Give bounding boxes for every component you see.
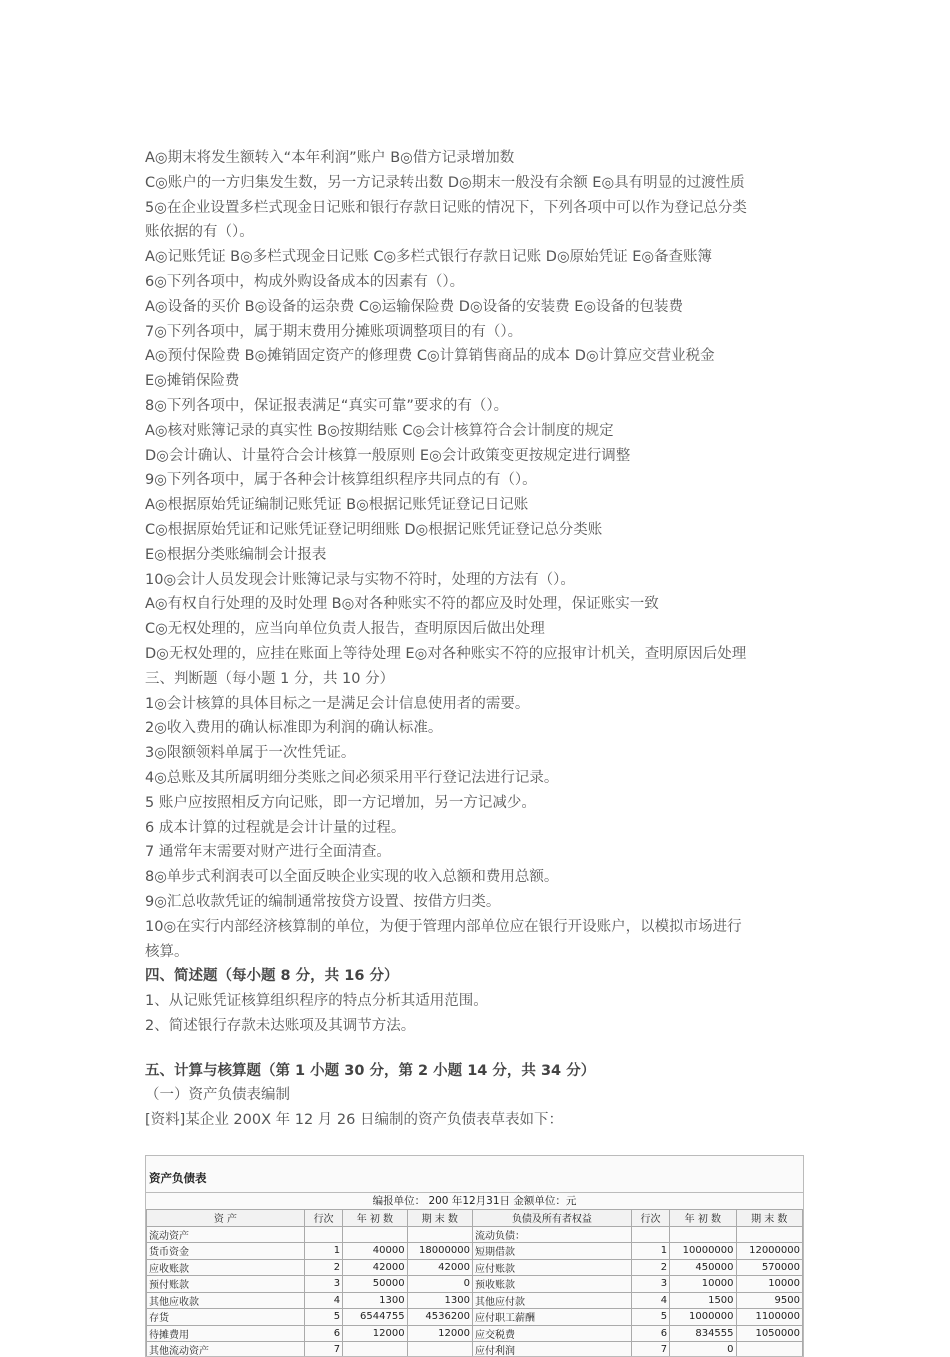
text-line: 8◎下列各项中，保证报表满足“真实可靠”要求的有（）。 [145,394,810,419]
table-cell: 6544755 [343,1309,407,1326]
table-cell: 预收账款 [472,1276,631,1293]
table-cell: 1100000 [736,1309,802,1326]
table-cell: 其他流动资产 [147,1342,305,1357]
section-4-question-1: 1、从记账凭证核算组织程序的特点分析其适用范围。 [145,989,810,1014]
table-cell [631,1226,669,1243]
text-line: A◎核对账簿记录的真实性 B◎按期结账 C◎会计核算符合会计制度的规定 [145,419,810,444]
table-cell: 834555 [670,1325,736,1342]
table-cell: 12000 [407,1325,472,1342]
table-cell: 1300 [407,1292,472,1309]
text-line: 10◎会计人员发现会计账簿记录与实物不符时，处理的方法有（）。 [145,568,810,593]
table-cell: 其他应付款 [472,1292,631,1309]
table-cell: 应付账款 [472,1259,631,1276]
table-cell: 预付账款 [147,1276,305,1293]
balance-sheet-subtitle: 编报单位： 200 年12月31日 金额单位：元 [146,1192,803,1209]
table-cell: 0 [670,1342,736,1357]
column-header: 期 末 数 [736,1210,802,1227]
text-line: 核算。 [145,940,810,965]
table-cell: 1050000 [736,1325,802,1342]
table-cell: 应付职工薪酬 [472,1309,631,1326]
table-cell: 4 [631,1292,669,1309]
table-cell: 7 [631,1342,669,1357]
section-5-title: 五、计算与核算题（第 1 小题 30 分，第 2 小题 14 分，共 34 分） [145,1059,810,1084]
text-line: 2◎收入费用的确认标准即为利润的确认标准。 [145,716,810,741]
table-cell: 5 [631,1309,669,1326]
table-body [147,1226,803,1357]
column-header: 资 产 [147,1210,305,1227]
text-line: 6◎下列各项中，构成外购设备成本的因素有（）。 [145,270,810,295]
table-cell: 10000000 [670,1243,736,1260]
table-cell: 流动负债： [472,1226,631,1243]
document-body [145,146,810,1133]
table-cell: 450000 [670,1259,736,1276]
table-cell: 应交税费 [472,1325,631,1342]
section-4-question-2: 2、简述银行存款未达账项及其调节方法。 [145,1014,810,1039]
table-cell: 10000 [670,1276,736,1293]
text-line: 三、判断题（每小题 1 分，共 10 分） [145,667,810,692]
table-cell: 货币资金 [147,1243,305,1260]
column-header: 行次 [304,1210,342,1227]
text-line: 8◎单步式利润表可以全面反映企业实现的收入总额和费用总额。 [145,865,810,890]
balance-sheet-table [146,1209,803,1357]
text-line: E◎根据分类账编制会计报表 [145,543,810,568]
table-cell: 42000 [343,1259,407,1276]
text-line: C◎无权处理的，应当向单位负责人报告，查明原因后做出处理 [145,617,810,642]
column-header: 期 末 数 [407,1210,472,1227]
text-line: 10◎在实行内部经济核算制的单位，为便于管理内部单位应在银行开设账户，以模拟市场进行 [145,915,810,940]
table-row [147,1276,803,1293]
text-line: 7◎下列各项中，属于期末费用分摊账项调整项目的有（）。 [145,320,810,345]
table-cell [670,1226,736,1243]
table-cell: 2 [304,1259,342,1276]
table-cell: 10000 [736,1276,802,1293]
table-cell: 1500 [670,1292,736,1309]
table-cell: 12000 [343,1325,407,1342]
text-line: 1◎会计核算的具体目标之一是满足会计信息使用者的需要。 [145,692,810,717]
text-line: A◎设备的买价 B◎设备的运杂费 C◎运输保险费 D◎设备的安装费 E◎设备的包装费 [145,295,810,320]
table-cell: 3 [304,1276,342,1293]
table-cell: 应付利润 [472,1342,631,1357]
column-header: 负债及所有者权益 [472,1210,631,1227]
balance-sheet-title: 资产负债表 [146,1156,803,1192]
table-cell [343,1226,407,1243]
question-lines [145,146,810,964]
text-line: C◎根据原始凭证和记账凭证登记明细账 D◎根据记账凭证登记总分类账 [145,518,810,543]
table-cell: 应收账款 [147,1259,305,1276]
table-row [147,1309,803,1326]
text-line: 7 通常年末需要对财产进行全面清查。 [145,840,810,865]
table-row [147,1292,803,1309]
text-line: A◎预付保险费 B◎摊销固定资产的修理费 C◎计算销售商品的成本 D◎计算应交营业税金 [145,344,810,369]
table-cell: 42000 [407,1259,472,1276]
text-line: A◎根据原始凭证编制记账凭证 B◎根据记账凭证登记日记账 [145,493,810,518]
text-line: 6 成本计算的过程就是会计计量的过程。 [145,816,810,841]
text-line: 5 账户应按照相反方向记账，即一方记增加，另一方记减少。 [145,791,810,816]
table-cell: 1300 [343,1292,407,1309]
text-line: 账依据的有（）。 [145,220,810,245]
table-cell: 9500 [736,1292,802,1309]
table-cell: 短期借款 [472,1243,631,1260]
column-header: 行次 [631,1210,669,1227]
table-cell: 40000 [343,1243,407,1260]
section-5-subtitle: （一）资产负债表编制 [145,1083,810,1108]
table-cell: 1000000 [670,1309,736,1326]
table-cell: 12000000 [736,1243,802,1260]
table-cell: 待摊费用 [147,1325,305,1342]
table-cell: 3 [631,1276,669,1293]
text-line: D◎会计确认、计量符合会计核算一般原则 E◎会计政策变更按规定进行调整 [145,444,810,469]
table-cell: 1 [631,1243,669,1260]
section-4-title: 四、简述题（每小题 8 分，共 16 分） [145,964,810,989]
text-line: E◎摊销保险费 [145,369,810,394]
table-cell: 流动资产 [147,1226,305,1243]
table-cell: 7 [304,1342,342,1357]
table-cell: 存货 [147,1309,305,1326]
table-cell: 4 [304,1292,342,1309]
text-line: 9◎汇总收款凭证的编制通常按贷方设置、按借方归类。 [145,890,810,915]
table-row [147,1243,803,1260]
text-line: 9◎下列各项中，属于各种会计核算组织程序共同点的有（）。 [145,468,810,493]
text-line: A◎记账凭证 B◎多栏式现金日记账 C◎多栏式银行存款日记账 D◎原始凭证 E◎备查账簿 [145,245,810,270]
table-cell: 其他应收款 [147,1292,305,1309]
balance-sheet-image [145,1155,804,1357]
column-header: 年 初 数 [670,1210,736,1227]
table-cell: 50000 [343,1276,407,1293]
table-cell: 18000000 [407,1243,472,1260]
table-row [147,1259,803,1276]
table-cell: 570000 [736,1259,802,1276]
table-cell: 6 [631,1325,669,1342]
table-row [147,1226,803,1243]
table-cell: 4536200 [407,1309,472,1326]
text-line: 3◎限额领料单属于一次性凭证。 [145,741,810,766]
text-line: D◎无权处理的，应挂在账面上等待处理 E◎对各种账实不符的应报审计机关，查明原因后处理 [145,642,810,667]
table-cell [304,1226,342,1243]
table-header-row [147,1210,803,1227]
text-line: 4◎总账及其所属明细分类账之间必须采用平行登记法进行记录。 [145,766,810,791]
table-cell: 6 [304,1325,342,1342]
table-row [147,1325,803,1342]
text-line: 5◎在企业设置多栏式现金日记账和银行存款日记账的情况下，下列各项中可以作为登记总分类 [145,196,810,221]
table-cell: 5 [304,1309,342,1326]
table-cell: 0 [407,1276,472,1293]
text-line: A◎期末将发生额转入“本年利润”账户 B◎借方记录增加数 [145,146,810,171]
table-cell [736,1226,802,1243]
text-line: A◎有权自行处理的及时处理 B◎对各种账实不符的都应及时处理，保证账实一致 [145,592,810,617]
table-cell [407,1226,472,1243]
text-line: C◎账户的一方归集发生数，另一方记录转出数 D◎期末一般没有余额 E◎具有明显的过渡性质 [145,171,810,196]
column-header: 年 初 数 [343,1210,407,1227]
table-cell: 2 [631,1259,669,1276]
table-cell: 1 [304,1243,342,1260]
section-5-material: [资料]某企业 200X 年 12 月 26 日编制的资产负债表草表如下： [145,1108,810,1133]
